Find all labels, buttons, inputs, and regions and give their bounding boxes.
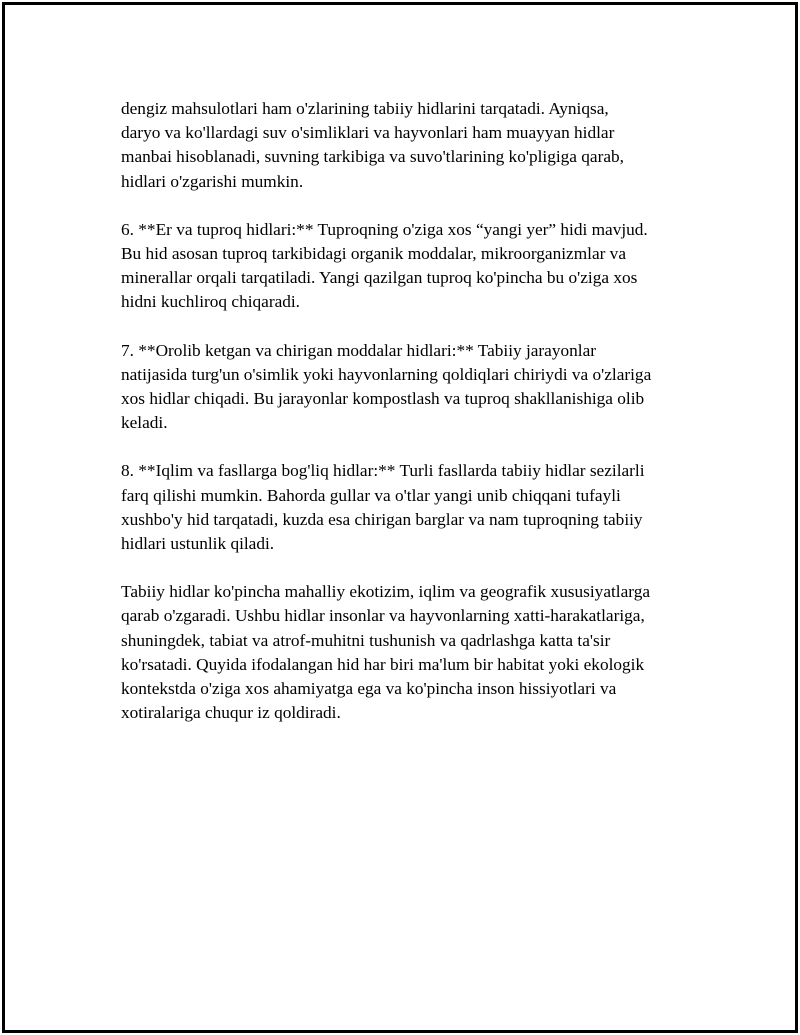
text-line: dengiz mahsulotlari ham o'zlarining tabiiy hidlarini tarqatadi. Ayniqsa, [121, 99, 609, 118]
text-line: farq qilishi mumkin. Bahorda gullar va o'tlar yangi unib chiqqani tufayli [121, 485, 621, 505]
text-line: Tabiiy hidlar ko'pincha mahalliy ekotizim, iqlim va geografik xususiyatlarga [121, 582, 651, 602]
paragraph-conclusion [121, 580, 701, 725]
text-line: hidlari o'zgarishi mumkin. [121, 171, 304, 191]
text-line: xotiralariga chuqur iz qoldiradi. [121, 703, 341, 723]
text-line: Bu hid asosan tuproq tarkibidagi organik moddalar, mikroorganizmlar va [121, 244, 626, 264]
paragraph-item-7-decay-smells [121, 339, 701, 436]
text-line: manbai hisoblanadi, suvning tarkibiga va suvo'tlarining ko'pligiga qarab, [121, 147, 624, 167]
text-line: qarab o'zgaradi. Ushbu hidlar insonlar va hayvonlarning xatti-harakatlariga, [121, 606, 645, 626]
text-line: 6. **Er va tuproq hidlari:** Tuproqning o'ziga xos “yangi yer” hidi mavjud. [121, 219, 648, 239]
text-line: hidlari ustunlik qiladi. [121, 534, 275, 554]
text-line: xushbo'y hid tarqatadi, kuzda esa chirigan barglar va nam tuproqning tabiiy [121, 509, 643, 529]
text-line: daryo va ko'llardagi suv o'simliklari va hayvonlari ham muayyan hidlar [121, 123, 615, 143]
text-line: shuningdek, tabiat va atrof-muhitni tushunish va qadrlashga katta ta'sir [121, 630, 611, 650]
page-frame [2, 2, 798, 1033]
text-line: ko'rsatadi. Quyida ifodalangan hid har biri ma'lum bir habitat yoki ekologik [121, 654, 645, 674]
document-body [121, 97, 701, 749]
text-line: xos hidlar chiqadi. Bu jarayonlar kompostlash va tuproq shakllanishiga olib [121, 389, 645, 409]
text-line: 7. **Orolib ketgan va chirigan moddalar hidlari:** Tabiiy jarayonlar [121, 340, 597, 360]
text-line: keladi. [121, 413, 168, 433]
text-line: 8. **Iqlim va fasllarga bog'liq hidlar:** Turli fasllarda tabiiy hidlar sezilarli [121, 461, 645, 481]
paragraph-aquatic-smells [121, 97, 701, 194]
text-line: hidni kuchliroq chiqaradi. [121, 292, 301, 312]
text-line: kontekstda o'ziga xos ahamiyatga ega va ko'pincha inson hissiyotlari va [121, 679, 617, 699]
text-line: minerallar orqali tarqatiladi. Yangi qazilgan tuproq ko'pincha bu o'ziga xos [121, 268, 638, 288]
paragraph-item-6-soil-smells [121, 218, 701, 315]
text-line: natijasida turg'un o'simlik yoki hayvonlarning qoldiqlari chiriydi va o'zlariga [121, 364, 652, 384]
paragraph-item-8-seasonal-smells [121, 459, 701, 556]
